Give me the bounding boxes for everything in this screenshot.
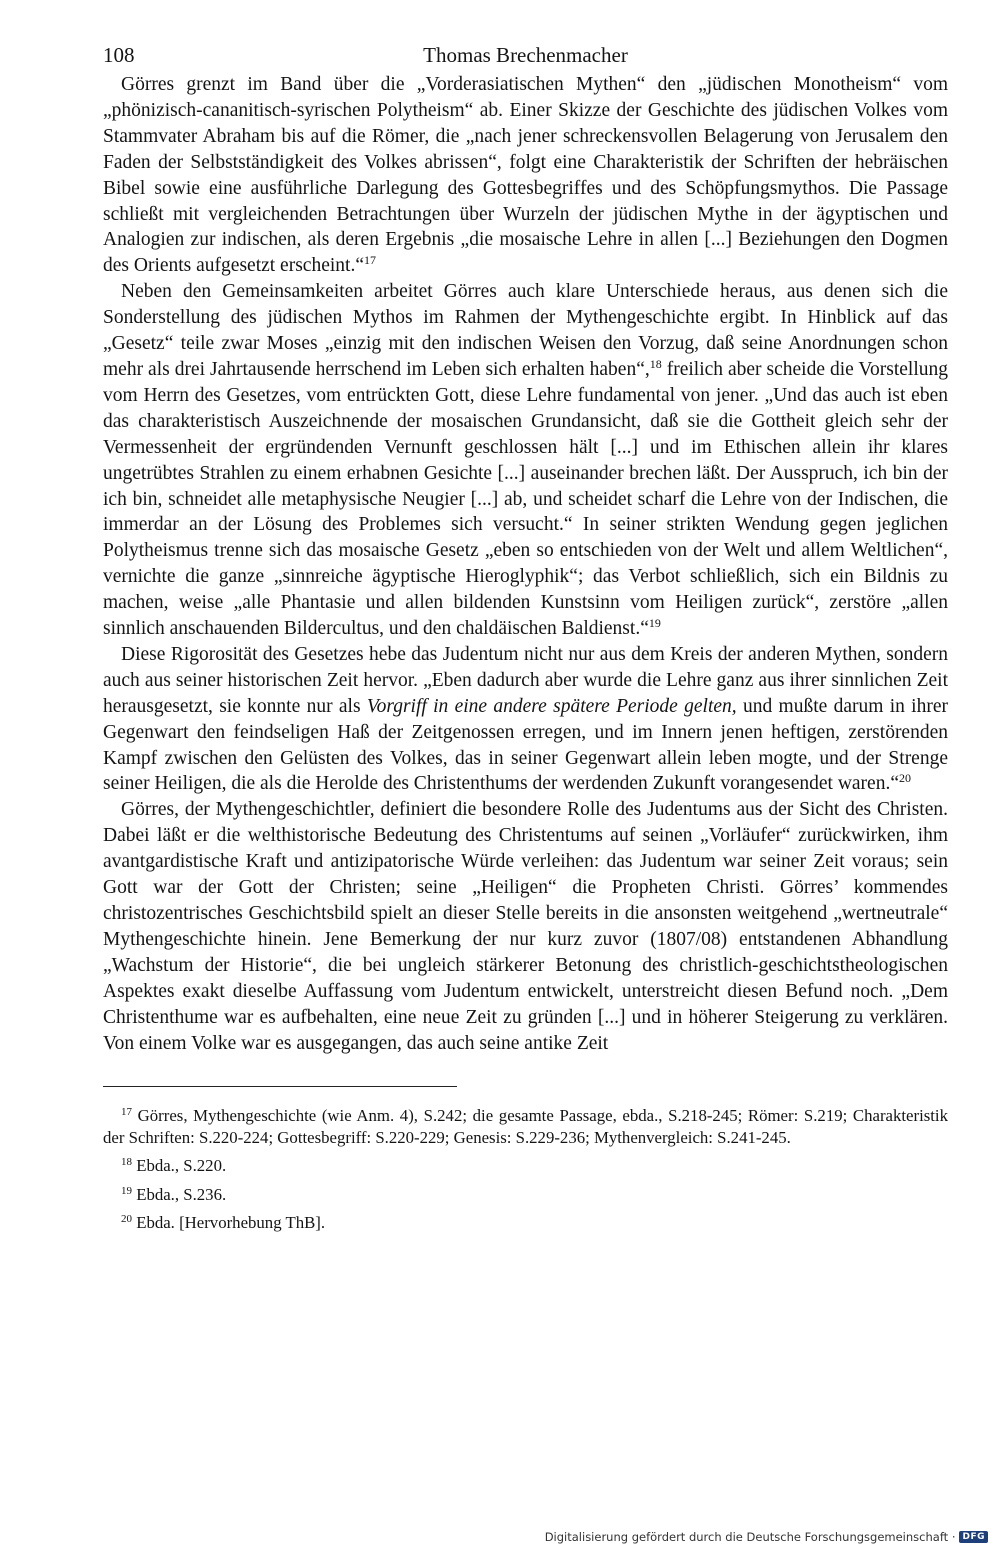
footnote [103,1212,948,1234]
footnote-text: Ebda., S.236. [132,1184,227,1204]
paragraph [103,642,948,797]
running-header [103,38,948,72]
footnote-reference: 20 [899,771,911,786]
text-segment: Neben den Gemeinsamkeiten arbeitet Görres auch klare Unterschiede heraus, aus denen sich die Sonderstellung des jüdischen Mythos im Rahmen der Mythengeschichte ergibt. In Hinblick auf das „Gesetz“ teile zwar Moses „einzig mit den indischen Weisen den Vorzug, daß seine Anordnungen schon mehr als drei Jahrtausende herrschend im Leben sich erhalten haben“, [103,281,948,380]
document-page [103,38,948,1241]
footnote-reference: 18 [649,356,662,371]
footnote-number: 20 [121,1213,132,1226]
page-number: 108 [103,43,135,67]
text-segment: Diese Rigorosität des Gesetzes hebe das Judentum nicht nur aus dem Kreis der anderen Mythen, sondern auch aus seiner historischen Zeit hervor. „Eben dadurch aber wurde die Lehre ganz aus ihrer sinnlichen Zeit herausgesetzt, sie konnte nur als [103,643,948,717]
credit-text: Digitalisierung gefördert durch die Deutsche Forschungsgemeinschaft · [544,1530,956,1544]
text-segment: und mußte darum in ihrer Gegenwart den feindseligen Haß der Zeitgenossen erregen, und im Innern jenen heftigen, zerstörenden Kampf zwischen den Gelüsten des Volkes, das in seiner Gegenwart allein leben mogte, und der Strenge seiner Heiligen, die als die Herolde des Christenthums der werdenden Zukunft vorangesendet waren.“ [103,695,948,795]
emphasized-text: Vorgriff in eine andere spätere Periode gelten, [366,695,737,717]
footnote-number: 19 [121,1184,132,1197]
footnote [103,1105,948,1148]
footnote [103,1184,948,1206]
footnotes [103,1105,948,1234]
footnote-text: Görres, Mythengeschichte (wie Anm. 4), S.242; die gesamte Passage, ebda., S.218-245; Römer: S.219; Charakteristik der Schriften: S.220-224; Gottesbegriff: S.220-229; Genesis: S.229-236; Mythenvergleich: S.241-245. [103,1106,948,1147]
footnote-number: 18 [121,1156,132,1169]
footnote-reference: 19 [648,616,661,631]
paragraph [103,797,948,1056]
paragraph [103,72,948,279]
dfg-logo-icon: DFG [959,1531,988,1543]
footnote-text: Ebda. [Hervorhebung ThB]. [132,1213,326,1233]
text-segment: Görres, der Mythengeschichtler, definiert die besondere Rolle des Judentums aus der Sicht des Christen. Dabei läßt er die welthistorische Bedeutung des Christentums auf seinen „Vorläufer“ zurückwirken, ihm avantgardistische Kraft und antizipatorische Würde verleihen: das Judentum war seiner Zeit voraus; sein Gott war der Gott der Christen; seine „Heiligen“ die Propheten Christi. Görres’ kommendes christozentrisches Geschichtsbild spielt an dieser Stelle bereits in die ansonsten weitgehend „wertneutrale“ Mythengeschichte hinein. Jene Bemerkung der nur kurz zuvor (1807/08) entstandenen Abhandlung „Wachstum der Historie“, die bei ungleich stärkerer Betonung des christlich-geschichtstheologischen Aspektes exakt dieselbe Auffassung vom Judentum entwickelt, unterstreicht diesen Befund noch. „Dem Christenthume war es aufbehalten, eine neue Zeit zu gründen [...] und in höherer Steigerung zu verklären. Von einem Volke war es ausgegangen, das auch seine antike Zeit [103,799,948,1054]
footnote-text: Ebda., S.220. [132,1156,227,1176]
paragraph [103,279,948,642]
body-text [103,72,948,1056]
text-segment: freilich aber scheide die Vorstellung vom Herrn des Gesetzes, vom entrückten Gott, diese Lehre fundamental von jener. „Und das auch ist eben das charakteristisch Auszeichnende der mosaischen Grundansicht, daß sie die Gottheit gleich sehr der Vermessenheit der ergründenden Vernunft geschlossen hält [...] und im Ethischen allein ihr klares ungetrübtes Strahlen zu einem erhabnen Gesichte [...] auseinander brechen läßt. Der Ausspruch, ich bin der ich bin, schneidet alle metaphysische Neugier [...] ab, und scheidet scharf die Lehre von der Indischen, die immerdar an der Lösung des Problemes sich versucht.“ In seiner strikten Wendung gegen jeglichen Polytheismus trenne sich das mosaische Gesetz „eben so entschieden von der Welt und allem Weltlichen“, vernichte die ganze „sinnreiche ägyptische Hieroglyphik“; das Verbot schließlich, sich ein Bildnis zu machen, weise „alle Phantasie und allen bildenden Kunstsinn vom Heiligen zurück“, zerstöre „allen sinnlich anschauenden Bildercultus, und den chaldäischen Baldienst.“ [103,358,948,640]
footnote [103,1155,948,1177]
text-segment: Görres grenzt im Band über die „Vorderasiatischen Mythen“ den „jüdischen Monotheism“ vom „phönizisch-cananitisch-syrischen Polytheism“ ab. Einer Skizze der Geschichte des jüdischen Volkes vom Stammvater Abraham bis auf die Römer, die „nach jener schreckensvollen Belagerung von Jerusalem den Faden der Selbstständigkeit des Volkes abrissen“, folgt eine Charakteristik der Schriften der hebräischen Bibel sowie eine ausführliche Darlegung des Gottesbegriffes und des Schöpfungsmythos. Die Passage schließt mit vergleichenden Betrachtungen über Wurzeln der jüdischen Mythe in der ägyptischen und Analogien zur indischen, als deren Ergebnis „die mosaische Lehre in allen [...] Beziehungen den Dogmen des Orients aufgesetzt erscheint.“ [103,74,948,277]
footnote-number: 17 [121,1106,132,1119]
footnote-separator [103,1086,457,1087]
running-title: Thomas Brechenmacher [423,43,628,67]
digitization-credit [545,1530,988,1544]
footnote-reference: 17 [363,253,376,268]
